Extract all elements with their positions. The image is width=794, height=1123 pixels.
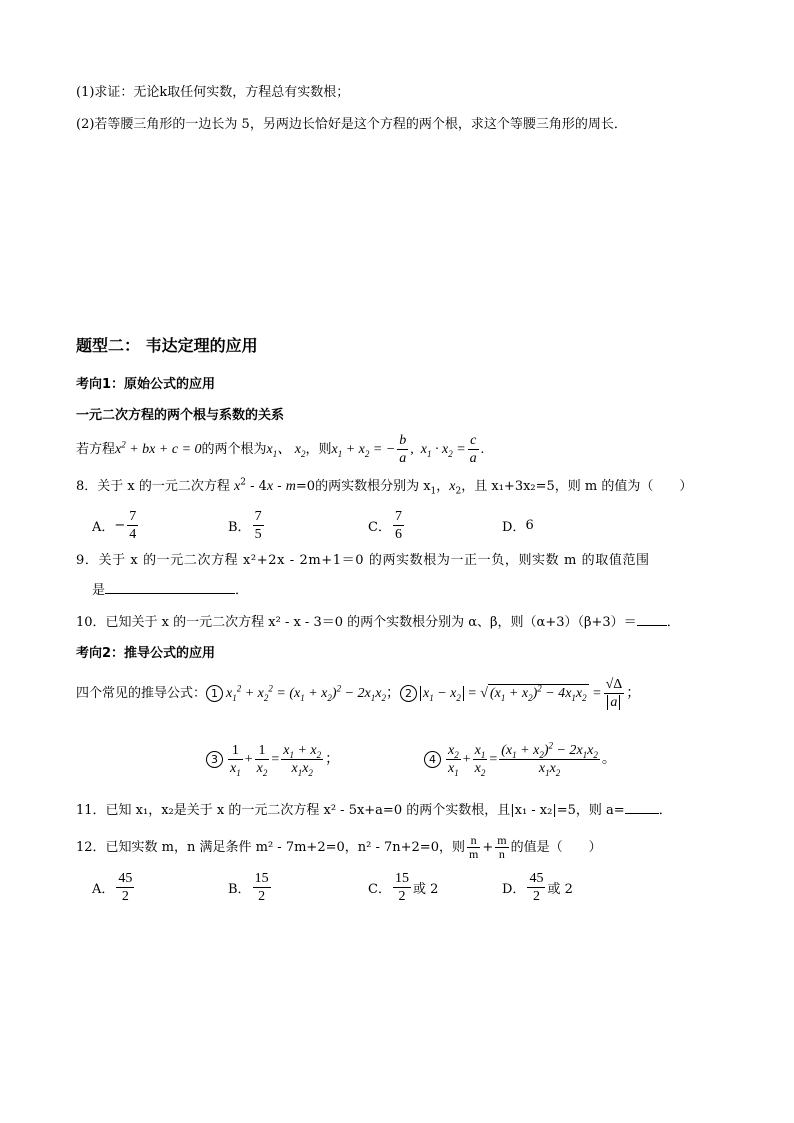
question-8: 8．关于 x 的一元二次方程 $x^2 - 4x - m=0$的两实数根分别为 $x_1$，$x_2$，且 x₁+3x₂=5，则 m 的值为（ ）: [76, 477, 693, 497]
formula-2-fraction: $\frac{√\Delta}{a}$: [605, 677, 623, 710]
q10-answer-blank[interactable]: [637, 625, 667, 626]
question-9: 9．关于 x 的一元二次方程 x²+2x - 2m+1＝0 的两实数根为一正一负，则实数 m 的取值范围: [76, 553, 650, 568]
derived-formulas-row1: 四个常见的推导公式： 1 $x_1^2 + x_2^2 = (x_1 + x_2)^2 - 2x_1x_2$ ； 2 $x_1 - x_2$ = √ $(x_1 + x_2)^2 - 4x_1x_2$ = $\frac{√\Delta}{a}$ ；: [76, 677, 641, 710]
roots: $x_1$、 $x_2$: [266, 441, 306, 459]
q8-option-a[interactable]: A． − $\frac{7}{4}$: [92, 509, 137, 542]
q12-option-a[interactable]: A． $\frac{45}{2}$: [92, 871, 133, 904]
circled-2: 2: [400, 685, 417, 702]
formula-4: 4 $\frac{x_2}{x_1}$ + $\frac{x_1}{x_2}$ = $\frac{(x_1 + x_2)^2 - 2x_1x_2}{x_1x_2}$ 。: [424, 742, 616, 777]
subsection-title-1: 考向1：原始公式的应用: [76, 377, 216, 392]
q12-option-d[interactable]: D． $\frac{45}{2}$ 或 2: [502, 871, 573, 904]
q8-option-d[interactable]: D． 6: [502, 518, 534, 535]
proof-part2: (2)若等腰三角形的一边长为 5，另两边长恰好是这个方程的两个根，求这个等腰三角形的周长．: [76, 117, 627, 132]
sum-fraction: $\frac{b}{a}$: [399, 433, 407, 466]
question-9-line2: 是 ．: [92, 583, 249, 598]
q8-option-c[interactable]: C． $\frac{7}{6}$: [368, 509, 402, 542]
q12-option-b[interactable]: B． $\frac{15}{2}$: [228, 871, 269, 904]
subsection-title-2: 考向2：推导公式的应用: [76, 646, 216, 661]
product-of-roots: $x_1 \cdot x_2$ =: [420, 441, 466, 459]
section-title: 题型二： 韦达定理的应用: [76, 336, 258, 355]
vieta-text-b: 的两个根为: [201, 441, 267, 457]
circled-3: 3: [206, 751, 223, 768]
formula-2: $x_1 - x_2$ = √ $(x_1 + x_2)^2 - 4x_1x_2$ =: [420, 684, 602, 703]
q9-answer-blank[interactable]: [105, 593, 235, 594]
formula-1: $x_1^2 + x_2^2 = (x_1 + x_2)^2 - 2x_1x_2$: [226, 682, 386, 703]
vieta-title: 一元二次方程的两个根与系数的关系: [76, 408, 285, 423]
question-12: 12．已知实数 m，n 满足条件 m² - 7m+2=0，n² - 7n+2=0，则 $\frac{n}{m}$ + $\frac{m}{n}$ 的值是（ ）: [76, 833, 602, 861]
vieta-text-a: 若方程: [76, 441, 116, 457]
product-fraction: $\frac{c}{a}$: [469, 433, 477, 466]
circled-4: 4: [424, 751, 441, 768]
circled-1: 1: [206, 685, 223, 702]
q8-option-b[interactable]: B． $\frac{7}{5}$: [228, 509, 262, 542]
sum-of-roots: $x_1 + x_2$ = −: [331, 441, 396, 459]
vieta-text-c: ，则: [305, 441, 332, 457]
q12-option-c[interactable]: C． $\frac{15}{2}$ 或 2: [368, 871, 439, 904]
proof-part1: (1)求证：无论k取任何实数，方程总有实数根；: [76, 85, 350, 100]
formula-3: 3 $\frac{1}{x_1}$ + $\frac{1}{x_2}$ = $\frac{x_1 + x_2}{x_1x_2}$ ；: [206, 742, 339, 777]
q11-answer-blank[interactable]: [625, 813, 659, 814]
question-10: 10．已知关于 x 的一元二次方程 x² - x - 3＝0 的两个实数根分别为 α、β，则（α+3）（β+3）＝ ．: [76, 615, 680, 630]
quadratic-expression: $x^2$ + bx + c = 0: [115, 438, 202, 457]
vieta-formula: 若方程 $x^2$ + bx + c = 0 的两个根为 $x_1$、 $x_2$ ，则 $x_1 + x_2$ = − $\frac{b}{a}$ , $x_1 \cdot x_2$ = $\frac{c}{a}$ .: [76, 433, 485, 466]
question-11: 11．已知 x₁，x₂是关于 x 的一元二次方程 x² - 5x+a=0 的两个实数根，且|x₁ - x₂|=5，则 a= ．: [76, 803, 672, 818]
